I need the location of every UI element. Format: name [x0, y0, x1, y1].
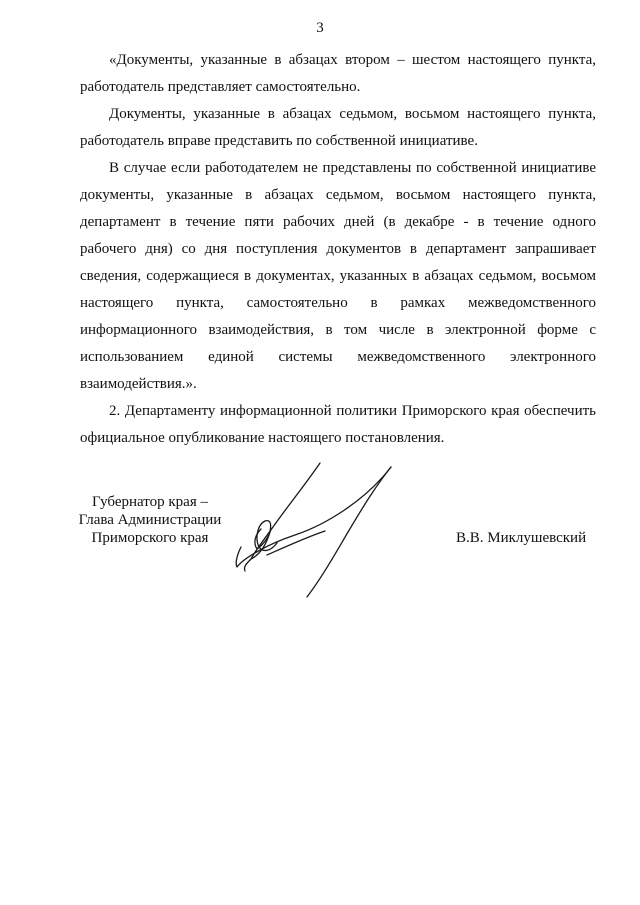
document-body	[80, 47, 596, 452]
signatory-title-line: Губернатор края –	[92, 494, 208, 510]
paragraph-publication-order: 2. Департаменту информационной политики Приморского края обеспечить официальное опубликование настоящего постановления.	[80, 403, 596, 446]
paragraph-documents-seventh-eighth: Документы, указанные в абзацах седьмом, восьмом настоящего пункта, работодатель вправе представить по собственной инициативе.	[80, 106, 596, 149]
signatory-title-line: Глава Администрации	[78, 512, 222, 528]
paragraph-documents-second-sixth: «Документы, указанные в абзацах втором – шестом настоящего пункта, работодатель представляет самостоятельно.	[80, 52, 596, 95]
paragraph-interagency-request: В случае если работодателем не представлены по собственной инициативе документы, указанные в абзацах седьмом, восьмом настоящего пункта, департамент в течение пяти рабочих дней (в декабре - в течение одного рабочего дня) со дня поступления документов в департамент запрашивает сведения, содержащиеся в документах, указанных в абзацах седьмом, восьмом настоящего пункта, самостоятельно в рамках межведомственного информационного взаимодействия, в том числе в электронной форме с использованием единой системы межведомственного электронного взаимодействия.».	[80, 160, 596, 392]
signatory-title	[70, 493, 230, 547]
page-number: 3	[316, 20, 324, 36]
handwritten-signature	[225, 455, 395, 605]
signatory-name: В.В. Миклушевский	[456, 530, 587, 546]
signatory-title-line: Приморского края	[91, 530, 209, 546]
